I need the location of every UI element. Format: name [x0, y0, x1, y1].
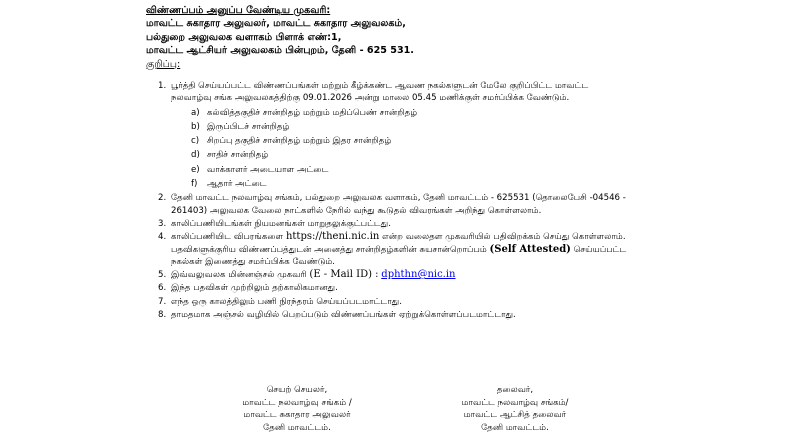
signature-block-chairman: [430, 384, 600, 434]
list-item: [158, 309, 628, 321]
list-item: [158, 296, 628, 308]
document-item: [191, 121, 628, 133]
document-text: ஆதார் அட்டை: [207, 179, 267, 190]
item-number: 2.: [158, 193, 167, 204]
item-text: காலிப்பணியிட விபரங்களை: [171, 232, 284, 243]
document-item: [191, 107, 628, 119]
document-text: இருப்பிடச் சான்றிதழ்: [207, 121, 290, 132]
website-url: https://theni.nic.in: [285, 231, 380, 243]
item-number: 1.: [158, 81, 167, 91]
document-item: [191, 178, 628, 190]
item-number: 5.: [158, 270, 167, 281]
item-text: இவ்வலுவலக மின்னஞ்சல் முகவரி: [171, 270, 307, 281]
signature-block-secretary: [222, 384, 372, 434]
item-text: காலிப்பணியிடங்கள் நியமனங்கள் மாறுதலுக்குட்பட்டது.: [171, 218, 391, 229]
email-link[interactable]: dphthn@nic.in: [381, 269, 456, 281]
address-line: பல்துறை அலுவலக வளாகம் பிளாக் எண்:1,: [146, 31, 342, 43]
document-text: கல்வித்தகுதிச் சான்றிதழ் மற்றும் மதிப்பெண் சான்றிதழ்: [207, 107, 418, 118]
signature-line: தலைவர்,: [496, 385, 534, 395]
item-text: செய்யப்பட்ட நகல்கள் இணைத்து சமர்ப்பிக்க வேண்டும்.: [171, 244, 627, 267]
document-label: d): [191, 150, 200, 161]
list-item: [158, 80, 628, 190]
item-text: எந்த ஒரு காலத்திலும் பணி நிரந்தரம் செய்யப்படமாட்டாது.: [171, 296, 402, 307]
document-item: [191, 135, 628, 147]
list-item: [158, 269, 628, 281]
document-text: சாதிச் சான்றிதழ்: [207, 150, 269, 161]
signature-line: தேனி மாவட்டம்.: [481, 422, 549, 433]
list-item: [158, 231, 628, 268]
list-item: [158, 192, 628, 217]
item-text: இந்த பதவிகள் முற்றிலும் தற்காலிகமானது.: [171, 283, 338, 294]
document-text: வாக்காளர் அடையாள அட்டை: [207, 164, 329, 175]
item-number: 3.: [158, 218, 167, 229]
document-label: a): [191, 107, 200, 118]
email-label: (E - Mail ID) :: [309, 269, 379, 281]
signature-line: செயற் செயலர்,: [266, 385, 328, 395]
signature-line: மாவட்ட நலவாழ்வு சங்கம்/: [461, 397, 569, 408]
item-text: தேனி மாவட்ட நலவாழ்வு சங்கம், பல்துறை அலுவலக வளாகம், தேனி மாவட்டம் - 625531 (தொலைபேசி -04546 - 261403) அலுவலக வேலை நாட்களில் நேரில் வந்து கூடுதல் விவரங்கள் அறிந்து கொள்ளலாம்.: [171, 193, 626, 216]
self-attested-label: (Self Attested): [489, 243, 571, 255]
item-text: தாமதமாக அஞ்சல் வழியில் பெறப்படும் விண்ணப்பங்கள் ஏற்றுக்கொள்ளப்படமாட்டாது.: [171, 310, 516, 321]
item-number: 6.: [158, 283, 167, 294]
list-item: [158, 282, 628, 294]
signature-line: மாவட்ட சுகாதார அலுவலர்: [243, 410, 351, 420]
item-number: 7.: [158, 296, 167, 307]
document-label: b): [191, 121, 200, 132]
document-item: [191, 164, 628, 176]
document-label: f): [191, 179, 198, 190]
item-number: 4.: [158, 232, 167, 243]
document-item: [191, 149, 628, 161]
document-label: e): [191, 164, 200, 175]
document-label: c): [191, 136, 200, 147]
signature-line: மாவட்ட நலவாழ்வு சங்கம் /: [242, 397, 352, 408]
list-item: [158, 218, 628, 230]
signature-line: தேனி மாவட்டம்.: [263, 422, 331, 433]
item-text: பூர்த்தி செய்யப்பட்ட விண்ணப்பங்கள் மற்றும் கீழ்க்கண்ட ஆவண நகல்களுடன் மேலே குறிப்பிட்ட மாவட்ட நலவாழ்வு சங்க அலுவலகத்திற்கு 09.01.2026 அன்று மாலை 05.45 மணிக்குள் சமர்ப்பிக்க வேண்டும்.: [171, 81, 589, 104]
address-line: மாவட்ட ஆட்சியர் அலுவலகம் பின்புறம், தேனி - 625 531.: [146, 45, 414, 57]
item-text: என்ற வலைதள முகவரியில் பதிவிறக்கம் செய்து கொள்ளலாம். பதவிகளுக்குரிய விண்ணப்பத்துடன் அனைத்து சான்றிதழ்களின் சுயசான்றொப்பம்: [171, 232, 626, 255]
address-heading: விண்ணப்பம் அனுப்ப வேண்டிய முகவரி:: [146, 5, 331, 16]
note-heading: குறிப்பு:: [146, 59, 181, 70]
address-line: மாவட்ட சுகாதார அலுவலர், மாவட்ட சுகாதார அலுவலகம்,: [146, 18, 406, 30]
signature-line: மாவட்ட ஆட்சித் தலைவர்: [463, 410, 567, 420]
document-text: சிறப்பு தகுதிச் சான்றிதழ் மற்றும் இதர சான்றிதழ்: [207, 136, 392, 147]
mailing-address: [146, 4, 414, 58]
item-number: 8.: [158, 310, 167, 321]
instructions-list: [158, 80, 628, 322]
